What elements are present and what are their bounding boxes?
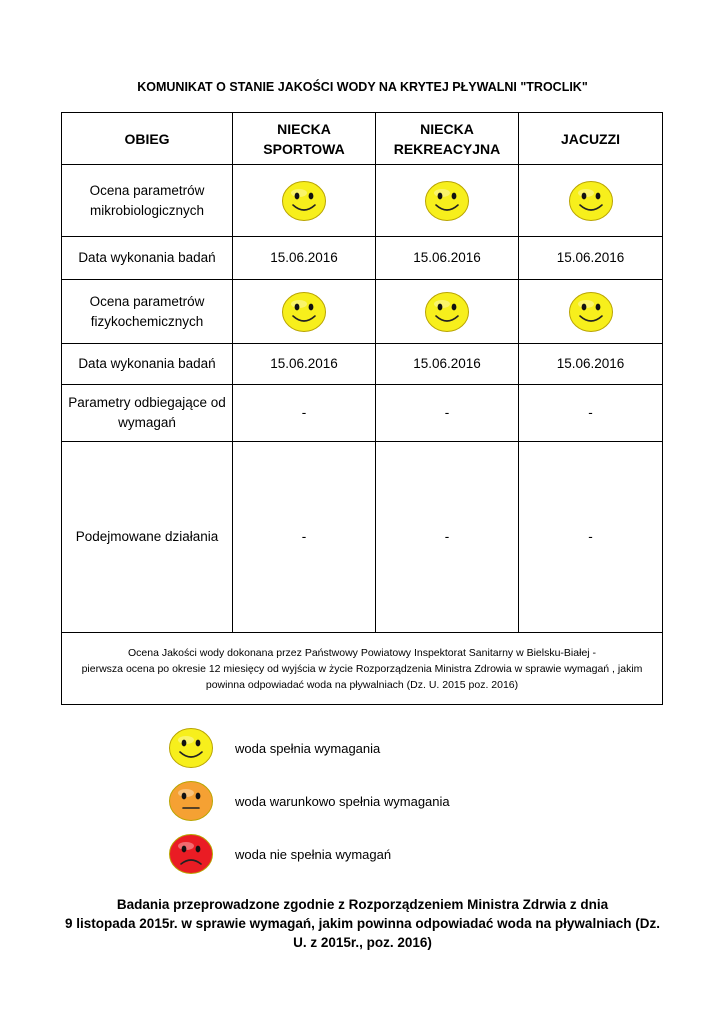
row-label-physicochemical: Ocena parametrów fizykochemicznych bbox=[62, 280, 233, 344]
row-label-actions: Podejmowane działania bbox=[62, 442, 233, 633]
page-title: KOMUNIKAT O STANIE JAKOŚCI WODY NA KRYTEJ PŁYWALNI "TROCLIK" bbox=[137, 80, 588, 94]
legend-item-conditional bbox=[168, 780, 568, 824]
smiley-happy-icon bbox=[424, 180, 470, 222]
smiley-happy-icon bbox=[281, 180, 327, 222]
table-row bbox=[62, 344, 663, 385]
header-obieg: OBIEG bbox=[62, 113, 233, 165]
water-quality-table bbox=[61, 112, 663, 705]
legend-item-bad bbox=[168, 833, 568, 877]
action-value: - bbox=[376, 442, 519, 633]
row-label-microbiological: Ocena parametrów mikrobiologicznych bbox=[62, 165, 233, 237]
deviation-value: - bbox=[233, 385, 376, 442]
legend-label: woda spełnia wymagania bbox=[235, 741, 381, 756]
regulation-footer: Badania przeprowadzone zgodnie z Rozporządzeniem Ministra Zdrwia z dnia 9 listopada 2015r. w sprawie wymagań, jakim powinna odpowiadać woda na pływalniach (Dz. U. z 2015r., poz. 2016) bbox=[65, 897, 660, 950]
row-label-deviating-parameters: Parametry odbiegające od wymagań bbox=[62, 385, 233, 442]
action-value: - bbox=[233, 442, 376, 633]
date-value: 15.06.2016 bbox=[376, 344, 519, 385]
date-value: 15.06.2016 bbox=[233, 344, 376, 385]
header-row bbox=[62, 113, 663, 165]
smiley-happy-icon bbox=[568, 291, 614, 333]
row-label-date: Data wykonania badań bbox=[62, 344, 233, 385]
smiley-neutral-icon bbox=[168, 780, 214, 822]
date-value: 15.06.2016 bbox=[233, 237, 376, 280]
row-label-date: Data wykonania badań bbox=[62, 237, 233, 280]
smiley-sad-icon bbox=[168, 833, 214, 875]
header-jacuzzi: JACUZZI bbox=[519, 113, 663, 165]
deviation-value: - bbox=[519, 385, 663, 442]
date-value: 15.06.2016 bbox=[519, 344, 663, 385]
cell-micro-jacuzzi bbox=[519, 165, 663, 237]
table-row bbox=[62, 165, 663, 237]
table-row bbox=[62, 385, 663, 442]
action-value: - bbox=[519, 442, 663, 633]
table-row bbox=[62, 237, 663, 280]
note-row bbox=[62, 633, 663, 705]
smiley-happy-icon bbox=[168, 727, 214, 769]
date-value: 15.06.2016 bbox=[519, 237, 663, 280]
table-row bbox=[62, 442, 663, 633]
legend-item-good bbox=[168, 727, 568, 771]
smiley-happy-icon bbox=[568, 180, 614, 222]
header-niecka-rekreacyjna: NIECKA REKREACYJNA bbox=[376, 113, 519, 165]
cell-micro-rekreacyjna bbox=[376, 165, 519, 237]
legend-label: woda warunkowo spełnia wymagania bbox=[235, 794, 450, 809]
deviation-value: - bbox=[376, 385, 519, 442]
legend-label: woda nie spełnia wymagań bbox=[235, 847, 392, 862]
cell-micro-sportowa bbox=[233, 165, 376, 237]
cell-phys-sportowa bbox=[233, 280, 376, 344]
smiley-happy-icon bbox=[281, 291, 327, 333]
table-row bbox=[62, 280, 663, 344]
date-value: 15.06.2016 bbox=[376, 237, 519, 280]
cell-phys-rekreacyjna bbox=[376, 280, 519, 344]
smiley-happy-icon bbox=[424, 291, 470, 333]
cell-phys-jacuzzi bbox=[519, 280, 663, 344]
assessment-note: Ocena Jakości wody dokonana przez Państwowy Powiatowy Inspektorat Sanitarny w Bielsku-Białej - pierwsza ocena po okresie 12 miesięcy od wyjścia w życie Rozporządzenia Ministra Zdrowia w sprawie wymagań , jakim powinna odpowiadać woda na pływalniach (Dz. U. 2015 poz. 2016) bbox=[62, 633, 663, 705]
header-niecka-sportowa: NIECKA SPORTOWA bbox=[233, 113, 376, 165]
